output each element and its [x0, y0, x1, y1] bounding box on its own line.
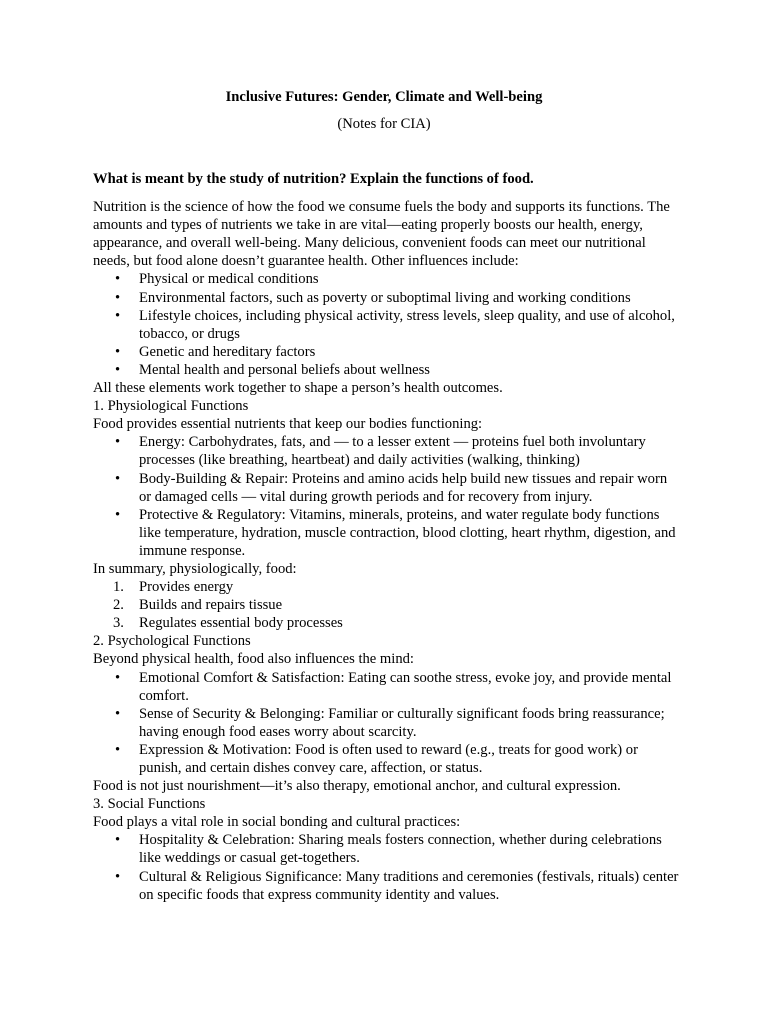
list-item: • Body-Building & Repair: Proteins and amino acids help build new tissues and repair worn or damaged cells — vital during growth periods and for recovery from injury. [115, 470, 668, 505]
bullet-icon: • [115, 271, 121, 288]
list-item: • Protective & Regulatory: Vitamins, minerals, proteins, and water regulate body functions like temperature, hydration, muscle contraction, blood clotting, heart rhythm, digestion, and immune response. [115, 506, 676, 559]
section-lead: Beyond physical health, food also influences the mind: [93, 651, 414, 668]
list-item: • Hospitality & Celebration: Sharing meals fosters connection, whether during celebrations like weddings or casual get-togethers. [115, 832, 662, 867]
section-lead: Food plays a vital role in social bonding and cultural practices: [93, 814, 461, 831]
document-subtitle: (Notes for CIA) [337, 116, 431, 132]
physiological-list [93, 433, 681, 560]
section-heading-psychological: 2. Psychological Functions [93, 633, 251, 650]
section-summary: In summary, physiologically, food: [93, 560, 297, 577]
list-number: 2. [113, 597, 124, 614]
bullet-icon: • [115, 741, 121, 758]
list-item: 2. Builds and repairs tissue [113, 597, 283, 614]
list-item: • Mental health and personal beliefs about wellness [115, 361, 430, 378]
list-number: 3. [113, 615, 124, 632]
section-heading-social: 3. Social Functions [93, 796, 206, 813]
bullet-icon: • [115, 307, 121, 324]
list-item: • Genetic and hereditary factors [115, 343, 316, 360]
bullet-icon: • [115, 470, 121, 487]
list-item: • Emotional Comfort & Satisfaction: Eating can soothe stress, evoke joy, and provide mental comfort. [115, 669, 672, 704]
bullet-icon: • [115, 434, 121, 451]
psychological-list [93, 669, 681, 778]
section-lead: Food provides essential nutrients that keep our bodies functioning: [93, 416, 483, 433]
list-item: • Expression & Motivation: Food is often used to reward (e.g., treats for good work) or punish, and certain dishes convey care, affection, or status. [115, 741, 638, 776]
list-item: • Lifestyle choices, including physical activity, stress levels, sleep quality, and use of alcohol, tobacco, or drugs [115, 307, 675, 342]
bullet-icon: • [115, 343, 121, 360]
bullet-icon: • [115, 868, 121, 885]
list-item: • Environmental factors, such as poverty or suboptimal living and working conditions [115, 289, 631, 306]
document-body [93, 170, 681, 904]
list-item: • Sense of Security & Belonging: Familiar or culturally significant foods bring reassurance; having enough food eases worry about scarcity. [115, 705, 665, 740]
numbered-list [93, 578, 681, 632]
list-item: 1. Provides energy [113, 579, 234, 596]
influences-summary: All these elements work together to shape a person’s health outcomes. [93, 380, 503, 397]
social-list [93, 831, 681, 903]
bullet-icon: • [115, 361, 121, 378]
bullet-icon: • [115, 705, 121, 722]
section-closing: Food is not just nourishment—it’s also therapy, emotional anchor, and cultural expression. [93, 778, 621, 795]
list-item: • Physical or medical conditions [115, 271, 319, 288]
influences-list [93, 270, 681, 379]
bullet-icon: • [115, 289, 121, 306]
bullet-icon: • [115, 832, 121, 849]
bullet-icon: • [115, 669, 121, 686]
list-number: 1. [113, 579, 124, 596]
intro-paragraph: Nutrition is the science of how the food we consume fuels the body and supports its functions. The amounts and types of nutrients we take in are vital—eating properly boosts our health, energy, appearance, and overall well-being. Many delicious, convenient foods can meet our nutritional needs, but food alone doesn’t guarantee health. Other influences include: [93, 199, 670, 270]
question-heading: What is meant by the study of nutrition? Explain the functions of food. [93, 171, 534, 187]
list-item: • Energy: Carbohydrates, fats, and — to a lesser extent — proteins fuel both involuntary processes (like breathing, heartbeat) and daily activities (walking, thinking) [115, 434, 646, 469]
bullet-icon: • [115, 506, 121, 523]
section-heading-physiological: 1. Physiological Functions [93, 398, 249, 415]
list-item: • Cultural & Religious Significance: Many traditions and ceremonies (festivals, rituals) center on specific foods that express community identity and values. [115, 868, 679, 903]
document-title: Inclusive Futures: Gender, Climate and Well-being [225, 89, 543, 105]
list-item: 3. Regulates essential body processes [113, 615, 343, 632]
